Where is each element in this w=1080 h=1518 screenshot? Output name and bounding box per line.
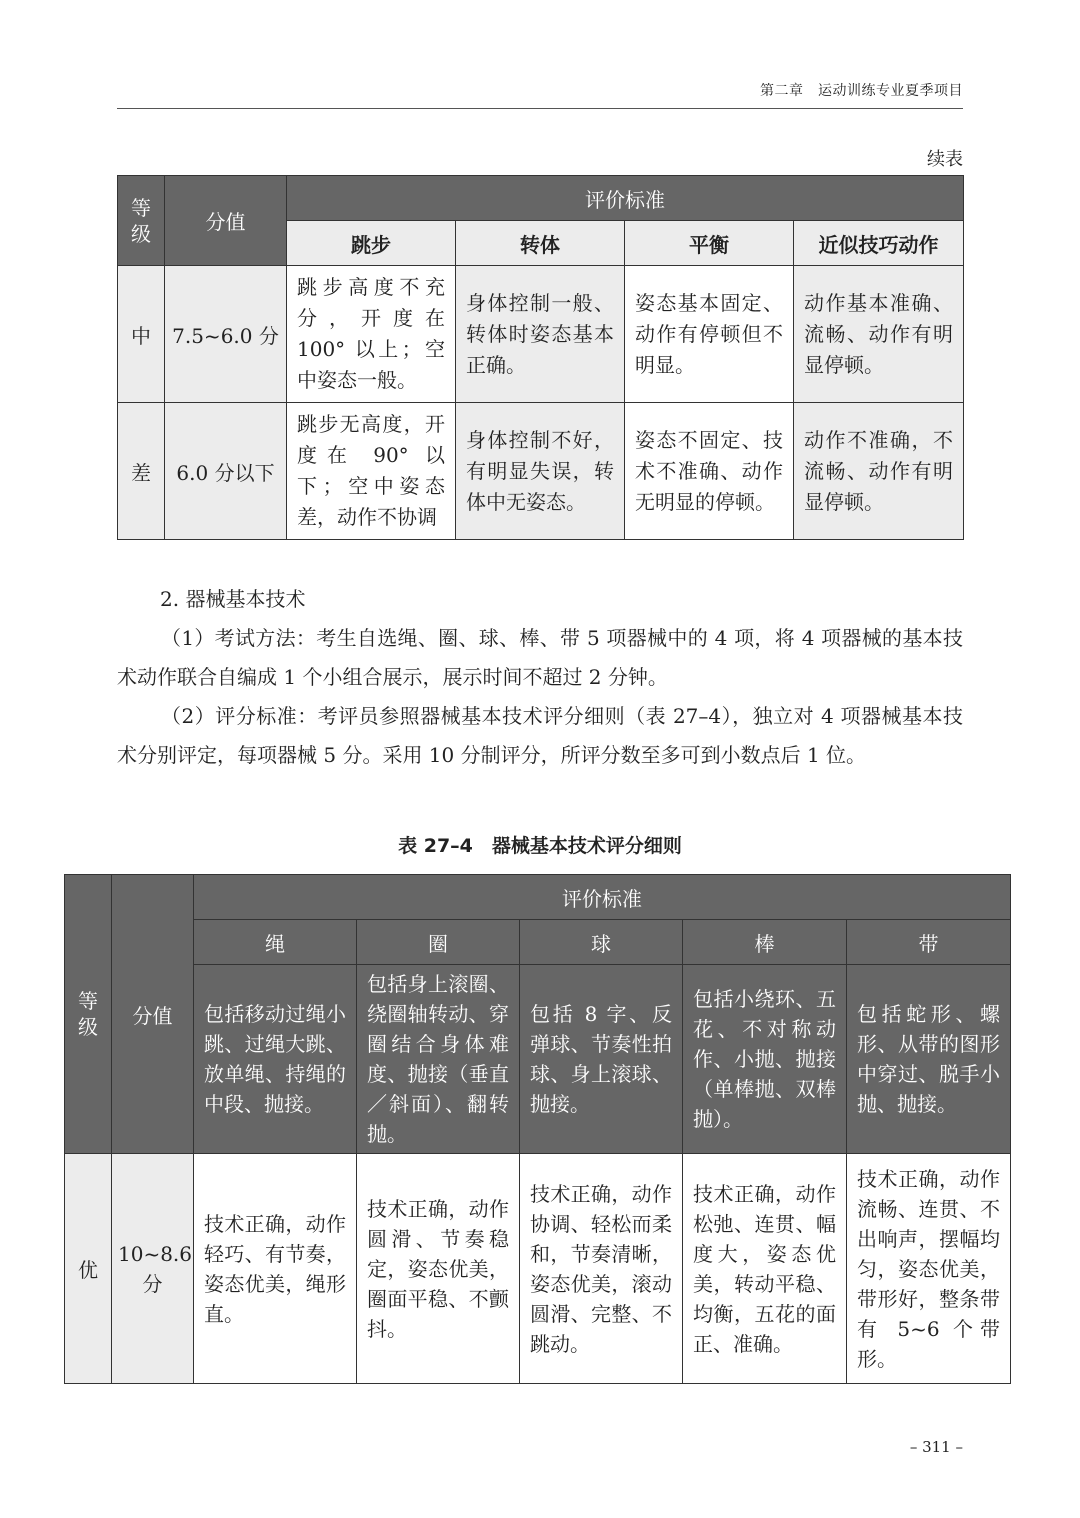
- apparatus-description: 包括 8 字、反弹球、节奏性拍球、身上滚球、抛接。: [520, 965, 683, 1154]
- section-heading: 2. 器械基本技术: [160, 587, 306, 611]
- column-header: 球: [520, 920, 683, 965]
- criteria-cell: 动作不准确，不流畅、动作有明显停顿。: [794, 403, 964, 540]
- header-criteria: 评价标准: [287, 176, 964, 221]
- criteria-cell: 跳步高度不充分，开度在 100° 以上；空中姿态一般。: [287, 266, 456, 403]
- table-jump-criteria: [117, 175, 964, 540]
- header-grade: 等级: [118, 176, 165, 266]
- score-cell: 6.0 分以下: [165, 403, 287, 540]
- header-criteria: 评价标准: [194, 875, 1011, 920]
- score-cell: 7.5~6.0 分: [165, 266, 287, 403]
- header-score: 分值: [112, 875, 194, 1154]
- column-header: 圈: [357, 920, 520, 965]
- grade-cell: 中: [118, 266, 165, 403]
- criteria-cell: 动作基本准确、流畅、动作有明显停顿。: [794, 266, 964, 403]
- column-header: 带: [847, 920, 1011, 965]
- criteria-cell: 姿态不固定、技术不准确、动作无明显的停顿。: [625, 403, 794, 540]
- criteria-cell: 技术正确，动作流畅、连贯、不出响声，摆幅均匀，姿态优美，带形好，整条带有 5~6 个带形。: [847, 1154, 1011, 1384]
- criteria-cell: 技术正确，动作协调、轻松而柔和，节奏清晰，姿态优美，滚动圆滑、完整、不跳动。: [520, 1154, 683, 1384]
- header-score: 分值: [165, 176, 287, 266]
- table-title: 表 27–4 器械基本技术评分细则: [398, 835, 682, 857]
- continued-label: 续表: [927, 149, 963, 170]
- criteria-cell: 姿态基本固定、动作有停顿但不明显。: [625, 266, 794, 403]
- column-header: 转体: [456, 221, 625, 266]
- criteria-cell: 身体控制一般、转体时姿态基本正确。: [456, 266, 625, 403]
- apparatus-description: 包括移动过绳小跳、过绳大跳、放单绳、持绳的中段、抛接。: [194, 965, 357, 1154]
- criteria-cell: 技术正确，动作松弛、连贯、幅度大，姿态优美，转动平稳、均衡，五花的面正、准确。: [683, 1154, 847, 1384]
- criteria-cell: 身体控制不好，有明显失误，转体中无姿态。: [456, 403, 625, 540]
- column-header: 近似技巧动作: [794, 221, 964, 266]
- criteria-cell: 技术正确，动作轻巧、有节奏，姿态优美，绳形直。: [194, 1154, 357, 1384]
- criteria-cell: 技术正确，动作圆滑、节奏稳定，姿态优美，圈面平稳、不颤抖。: [357, 1154, 520, 1384]
- header-grade: 等级: [65, 875, 112, 1154]
- page-number: – 311 –: [909, 1438, 963, 1456]
- criteria-cell: 跳步无高度，开度在 90° 以下；空中姿态差，动作不协调: [287, 403, 456, 540]
- table-row: [65, 1154, 1011, 1384]
- column-header: 跳步: [287, 221, 456, 266]
- table-row: [118, 266, 964, 403]
- apparatus-description: 包括身上滚圈、绕圈轴转动、穿圈结合身体难度、抛接（垂直／斜面）、翻转抛。: [357, 965, 520, 1154]
- table-row: [118, 403, 964, 540]
- grade-cell: 差: [118, 403, 165, 540]
- apparatus-description: 包括蛇形、螺形、从带的图形中穿过、脱手小抛、抛接。: [847, 965, 1011, 1154]
- header-rule: [117, 108, 963, 109]
- grade-cell: 优: [65, 1154, 112, 1384]
- running-header: 第二章 运动训练专业夏季项目: [760, 83, 963, 99]
- paragraph-test-method: （1）考试方法：考生自选绳、圈、球、棒、带 5 项器械中的 4 项，将 4 项器械的基本技术动作联合自编成 1 个小组合展示，展示时间不超过 2 分钟。: [117, 626, 963, 689]
- table-apparatus-criteria: [64, 874, 1011, 1384]
- score-cell: 10~8.6 分: [112, 1154, 194, 1384]
- column-header: 棒: [683, 920, 847, 965]
- paragraph-scoring-standard: （2）评分标准：考评员参照器械基本技术评分细则（表 27–4），独立对 4 项器械基本技术分别评定，每项器械 5 分。采用 10 分制评分，所评分数至多可到小数点后 1 位。: [117, 704, 963, 767]
- column-header: 平衡: [625, 221, 794, 266]
- column-header: 绳: [194, 920, 357, 965]
- apparatus-description: 包括小绕环、五花、不对称动作、小抛、抛接（单棒抛、双棒抛）。: [683, 965, 847, 1154]
